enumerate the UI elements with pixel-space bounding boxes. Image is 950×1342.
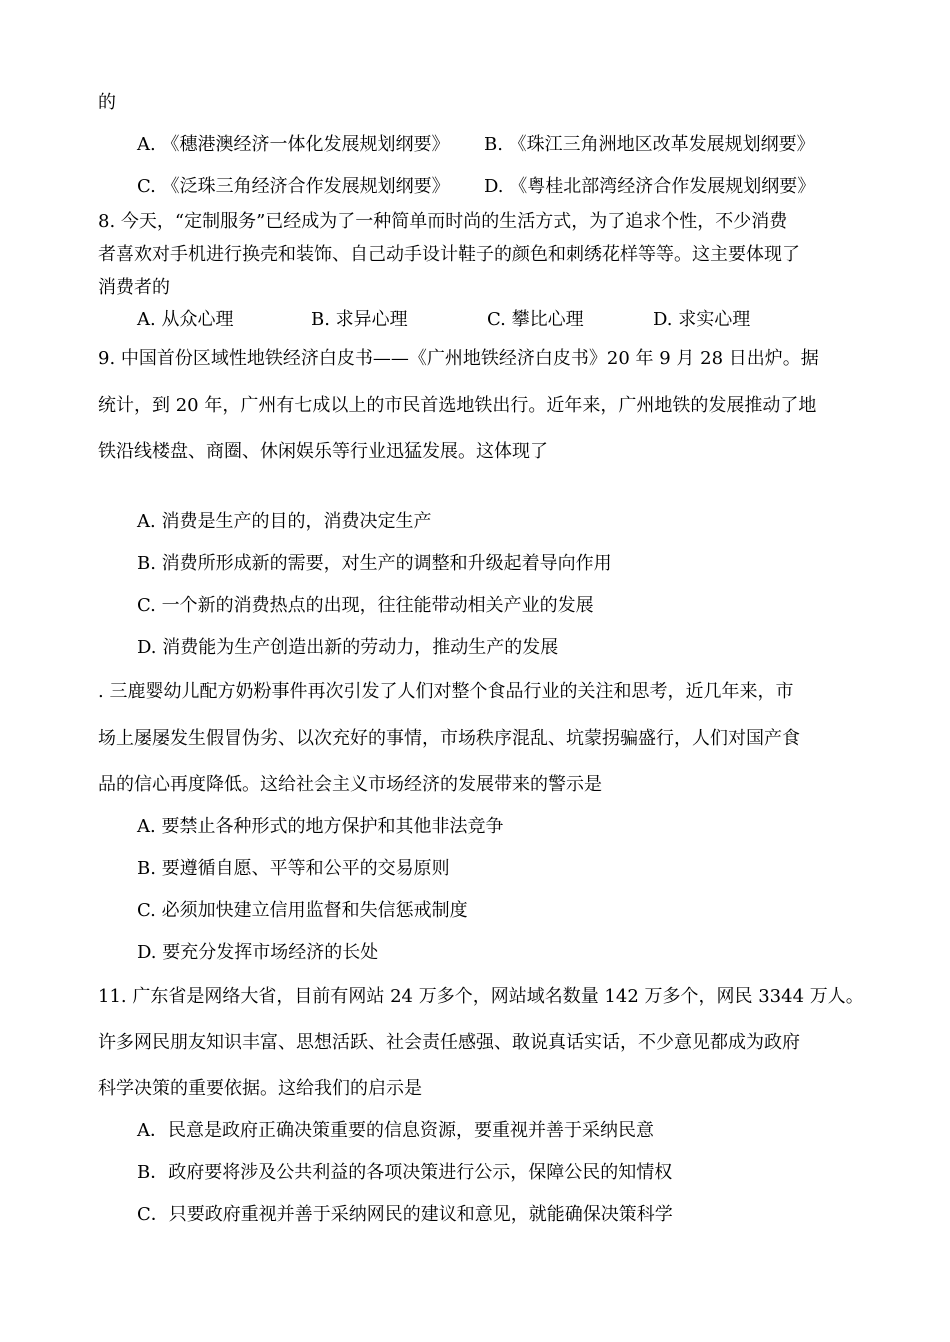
- q11-stem-line-1: 11. 广东省是网络大省，目前有网站 24 万多个，网站域名数量 142 万多个，网民 3344 万人。: [98, 986, 864, 1007]
- q7-option-c: C. 《泛珠三角经济合作发展规划纲要》: [137, 176, 450, 197]
- q11-stem-line-3: 科学决策的重要依据。这给我们的启示是: [98, 1078, 422, 1099]
- q7-option-d: D. 《粤桂北部湾经济合作发展规划纲要》: [484, 176, 816, 197]
- q8-option-a: A. 从众心理: [137, 309, 234, 330]
- q11-stem-line-2: 许多网民朋友知识丰富、思想活跃、社会责任感强、敢说真话实话，不少意见都成为政府: [98, 1032, 800, 1053]
- q10-option-d: D. 要充分发挥市场经济的长处: [137, 942, 379, 963]
- q9-option-b: B. 消费所形成新的需要，对生产的调整和升级起着导向作用: [137, 553, 612, 574]
- q8-stem-line-2: 者喜欢对手机进行换壳和装饰、自己动手设计鞋子的颜色和刺绣花样等等。这主要体现了: [98, 244, 800, 265]
- q9-stem-line-3: 铁沿线楼盘、商圈、休闲娱乐等行业迅猛发展。这体现了: [98, 441, 548, 462]
- q7-option-b: B. 《珠江三角洲地区改革发展规划纲要》: [484, 134, 815, 155]
- q10-option-a: A. 要禁止各种形式的地方保护和其他非法竞争: [137, 816, 504, 837]
- q8-option-b: B. 求异心理: [311, 309, 408, 330]
- q10-stem-line-2: 场上屡屡发生假冒伪劣、以次充好的事情，市场秩序混乱、坑蒙拐骗盛行，人们对国产食: [98, 728, 800, 749]
- q9-option-a: A. 消费是生产的目的，消费决定生产: [137, 511, 432, 532]
- q11-option-a: A．民意是政府正确决策重要的信息资源，要重视并善于采纳民意: [137, 1120, 654, 1141]
- q11-option-c: C．只要政府重视并善于采纳网民的建议和意见，就能确保决策科学: [137, 1204, 673, 1225]
- q10-stem-line-3: 品的信心再度降低。这给社会主义市场经济的发展带来的警示是: [98, 774, 602, 795]
- q8-option-d: D. 求实心理: [653, 309, 751, 330]
- q7-option-a: A. 《穗港澳经济一体化发展规划纲要》: [137, 134, 450, 155]
- q9-stem-line-2: 统计，到 20 年，广州有七成以上的市民首选地铁出行。近年来，广州地铁的发展推动了地: [98, 395, 817, 416]
- q8-stem-line-1: 8. 今天，“定制服务”已经成为了一种简单而时尚的生活方式，为了追求个性，不少消费: [98, 211, 788, 232]
- q11-option-b: B．政府要将涉及公共利益的各项决策进行公示，保障公民的知情权: [137, 1162, 673, 1183]
- q10-stem-line-1: . 三鹿婴幼儿配方奶粉事件再次引发了人们对整个食品行业的关注和思考，近几年来，市: [98, 681, 794, 702]
- q9-stem-line-1: 9. 中国首份区域性地铁经济白皮书——《广州地铁经济白皮书》20 年 9 月 28 日出炉。据: [98, 348, 819, 369]
- q8-stem-line-3: 消费者的: [98, 277, 170, 298]
- q8-option-c: C. 攀比心理: [487, 309, 584, 330]
- q10-option-c: C. 必须加快建立信用监督和失信惩戒制度: [137, 900, 468, 921]
- q7-text-tail: 的: [98, 92, 116, 113]
- q10-option-b: B. 要遵循自愿、平等和公平的交易原则: [137, 858, 450, 879]
- q9-option-d: D. 消费能为生产创造出新的劳动力，推动生产的发展: [137, 637, 559, 658]
- q9-option-c: C. 一个新的消费热点的出现，往往能带动相关产业的发展: [137, 595, 594, 616]
